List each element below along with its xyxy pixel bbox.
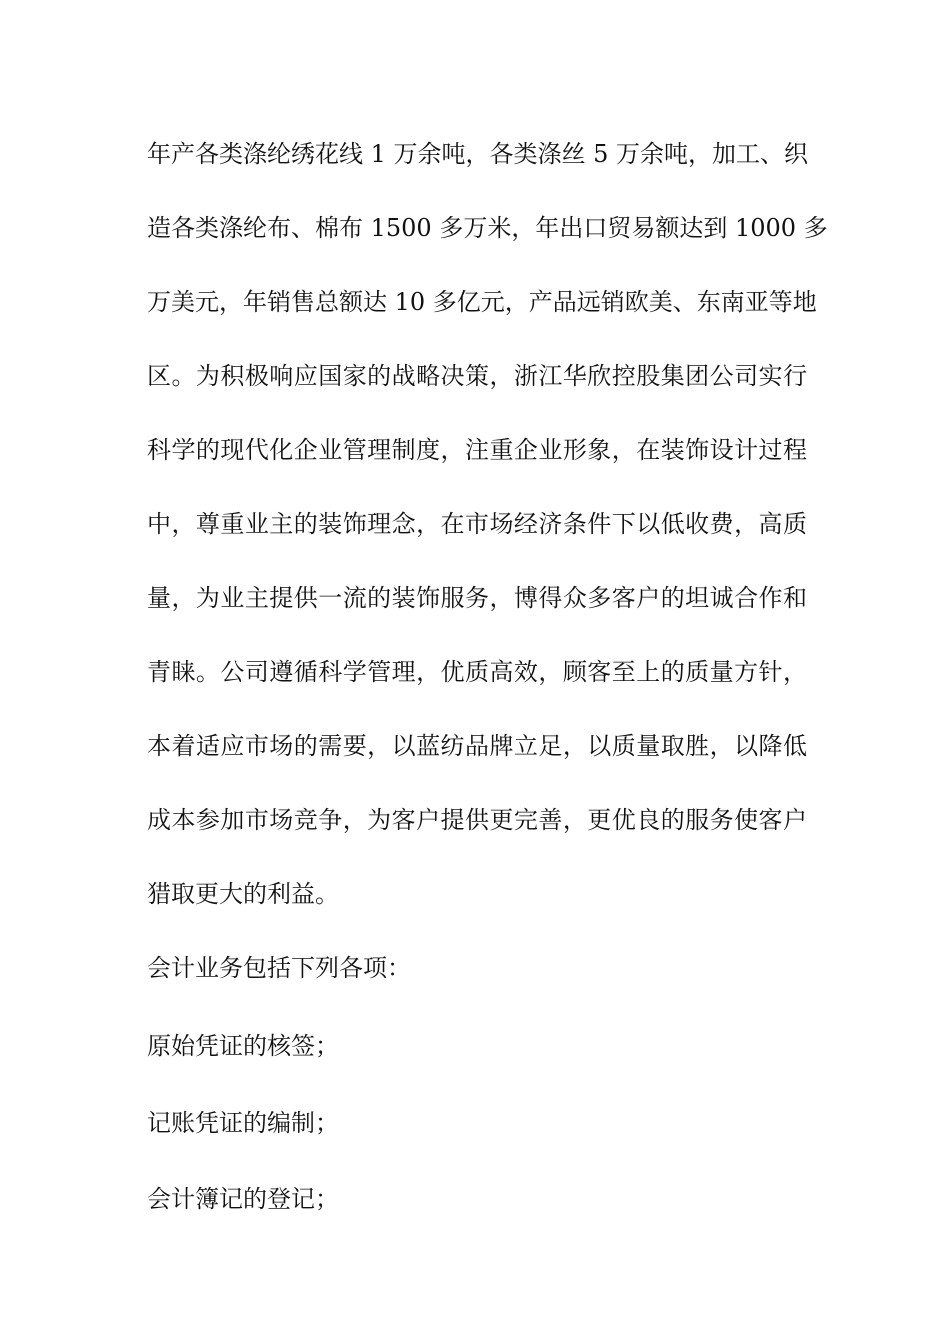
paragraph-line: 万美元，年销售总额达 10 多亿元，产品远销欧美、东南亚等地 <box>147 288 817 316</box>
paragraph-line: 科学的现代化企业管理制度，注重企业形象，在装饰设计过程 <box>147 436 807 464</box>
paragraph-line: 区。为积极响应国家的战略决策，浙江华欣控股集团公司实行 <box>147 362 807 390</box>
paragraph-line: 造各类涤纶布、棉布 1500 多万米，年出口贸易额达到 1000 多 <box>147 214 828 242</box>
paragraph-line: 本着适应市场的需要，以蓝纺品牌立足，以质量取胜，以降低 <box>147 732 807 760</box>
paragraph-line: 猎取更大的利益。 <box>147 880 339 908</box>
paragraph-line: 中，尊重业主的装饰理念，在市场经济条件下以低收费，高质 <box>147 510 807 538</box>
list-item: 记账凭证的编制； <box>147 1109 339 1137</box>
paragraph-line: 成本参加市场竞争，为客户提供更完善，更优良的服务使客户 <box>147 806 807 834</box>
paragraph-line: 青睐。公司遵循科学管理，优质高效，顾客至上的质量方针， <box>147 658 807 686</box>
list-item: 原始凭证的核签； <box>147 1032 339 1060</box>
paragraph-line: 年产各类涤纶绣花线 1 万余吨，各类涤丝 5 万余吨，加工、织 <box>147 140 809 168</box>
list-intro: 会计业务包括下列各项： <box>147 954 411 982</box>
list-item: 会计簿记的登记； <box>147 1185 339 1213</box>
paragraph-line: 量，为业主提供一流的装饰服务，博得众多客户的坦诚合作和 <box>147 584 807 612</box>
